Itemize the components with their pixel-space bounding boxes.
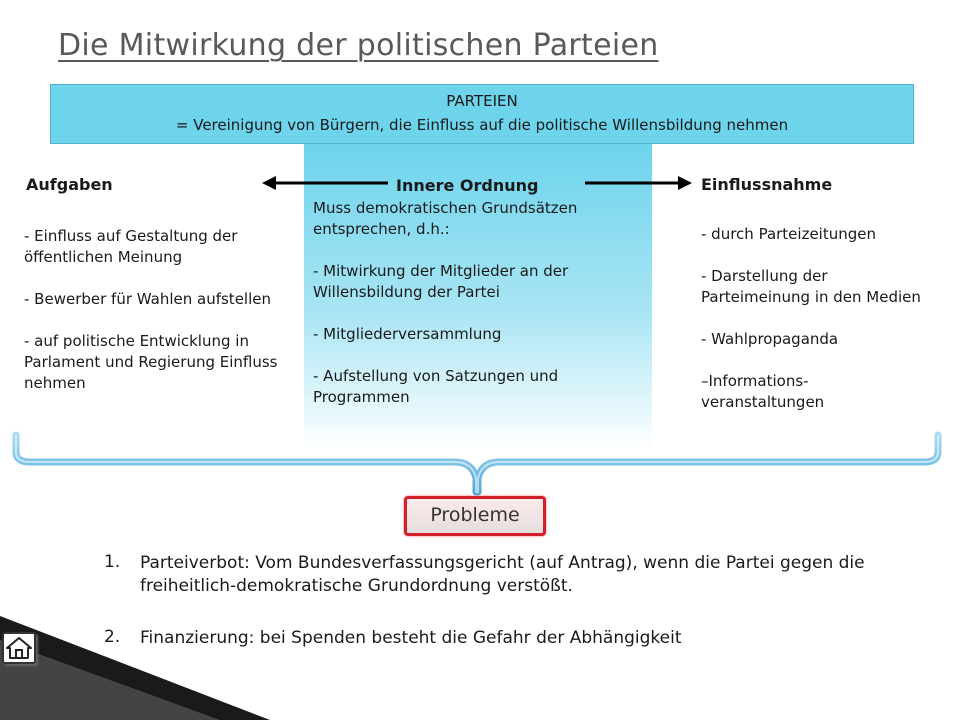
aufgaben-title: Aufgaben	[26, 175, 113, 194]
home-button[interactable]	[2, 632, 36, 664]
header-title: PARTEIEN	[446, 92, 518, 110]
einflussnahme-title: Einflussnahme	[701, 175, 833, 194]
problem-2-text: Finanzierung: bei Spenden besteht die Gefahr der Abhängigkeit	[140, 628, 682, 648]
home-icon	[4, 634, 34, 662]
slide-title: Die Mitwirkung der politischen Parteien	[58, 28, 659, 63]
innere-ordnung-text: Muss demokratischen Grundsätzen entsprechen, d.h.: - Mitwirkung der Mitglieder an der Willensbildung der Partei - Mitgliederversammlung - Aufstellung von Satzungen und Programmen	[313, 199, 578, 406]
page-number: 9	[34, 700, 41, 711]
footer-copyright: © Thomas Roth, GK	[63, 700, 163, 711]
header-definition: = Vereinigung von Bürgern, die Einfluss auf die politische Willensbildung nehmen	[175, 116, 789, 134]
einflussnahme-text: - durch Parteizeitungen - Darstellung der Parteimeinung in den Medien - Wahlpropaganda –Informations-veranstaltungen	[701, 225, 921, 411]
probleme-label: Probleme	[430, 504, 520, 526]
right-arrow	[585, 176, 692, 190]
problem-1-number: 1.	[104, 552, 121, 572]
left-arrow	[262, 176, 388, 190]
bracket-brace	[16, 435, 938, 492]
innere-ordnung-title: Innere Ordnung	[396, 176, 539, 195]
aufgaben-text: - Einfluss auf Gestaltung der öffentlichen Meinung - Bewerber für Wahlen aufstellen - auf politische Entwicklung in Parlament und Regierung Einfluss nehmen	[24, 227, 278, 392]
problem-1-text: Parteiverbot: Vom Bundesverfassungsgericht (auf Antrag), wenn die Partei gegen die freiheitlich-demokratische Grundordnung verstößt.	[140, 553, 865, 596]
problem-2-number: 2.	[104, 627, 121, 647]
